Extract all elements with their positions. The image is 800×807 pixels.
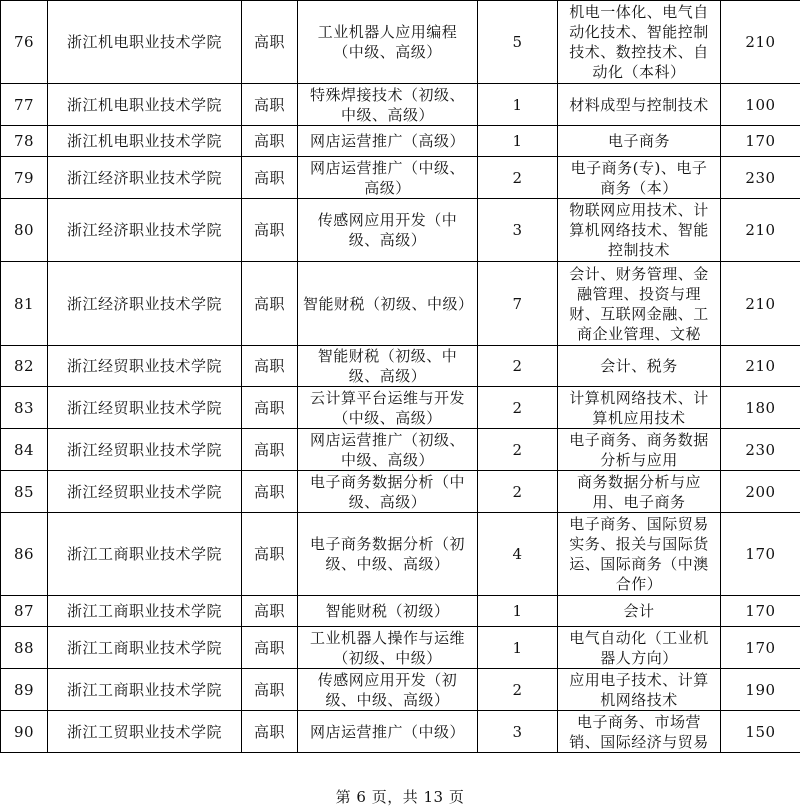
school-level: 高职 <box>242 429 298 471</box>
quota-value: 230 <box>721 157 800 199</box>
row-number: 77 <box>1 84 48 126</box>
major-count: 5 <box>478 1 558 84</box>
school-name: 浙江经济职业技术学院 <box>48 157 242 199</box>
certificate-name: 网店运营推广（中级） <box>298 711 478 753</box>
row-number: 87 <box>1 596 48 627</box>
table-row <box>1 669 800 711</box>
related-majors: 电气自动化（工业机器人方向） <box>558 627 721 669</box>
quota-value: 230 <box>721 429 800 471</box>
school-name: 浙江经济职业技术学院 <box>48 262 242 346</box>
page-number: 第 6 页，共 13 页 <box>0 786 800 807</box>
major-count: 2 <box>478 387 558 429</box>
table-row <box>1 429 800 471</box>
quota-value: 170 <box>721 627 800 669</box>
quota-value: 150 <box>721 711 800 753</box>
school-level: 高职 <box>242 627 298 669</box>
row-number: 82 <box>1 346 48 387</box>
quota-value: 210 <box>721 1 800 84</box>
row-number: 76 <box>1 1 48 84</box>
school-level: 高职 <box>242 513 298 596</box>
school-level: 高职 <box>242 126 298 157</box>
quota-value: 170 <box>721 596 800 627</box>
row-number: 84 <box>1 429 48 471</box>
related-majors: 材料成型与控制技术 <box>558 84 721 126</box>
quota-value: 210 <box>721 199 800 262</box>
school-name: 浙江经贸职业技术学院 <box>48 346 242 387</box>
quota-value: 200 <box>721 471 800 513</box>
certificate-name: 传感网应用开发（中级、高级） <box>298 199 478 262</box>
table-row <box>1 627 800 669</box>
major-count: 1 <box>478 126 558 157</box>
table-row <box>1 84 800 126</box>
school-level: 高职 <box>242 157 298 199</box>
row-number: 78 <box>1 126 48 157</box>
school-name: 浙江经济职业技术学院 <box>48 199 242 262</box>
row-number: 83 <box>1 387 48 429</box>
certificate-name: 电子商务数据分析（初级、中级、高级） <box>298 513 478 596</box>
certificate-name: 电子商务数据分析（中级、高级） <box>298 471 478 513</box>
related-majors: 物联网应用技术、计算机网络技术、智能控制技术 <box>558 199 721 262</box>
row-number: 85 <box>1 471 48 513</box>
table-row <box>1 471 800 513</box>
school-level: 高职 <box>242 1 298 84</box>
major-count: 1 <box>478 84 558 126</box>
major-count: 2 <box>478 346 558 387</box>
table-body <box>1 1 800 753</box>
major-count: 4 <box>478 513 558 596</box>
certificate-name: 特殊焊接技术（初级、中级、高级） <box>298 84 478 126</box>
table-row <box>1 596 800 627</box>
quota-value: 190 <box>721 669 800 711</box>
related-majors: 会计、财务管理、金融管理、投资与理财、互联网金融、工商企业管理、文秘 <box>558 262 721 346</box>
school-level: 高职 <box>242 346 298 387</box>
major-count: 3 <box>478 199 558 262</box>
row-number: 86 <box>1 513 48 596</box>
related-majors: 计算机网络技术、计算机应用技术 <box>558 387 721 429</box>
quota-value: 170 <box>721 126 800 157</box>
major-count: 1 <box>478 627 558 669</box>
table-row <box>1 346 800 387</box>
school-level: 高职 <box>242 387 298 429</box>
school-level: 高职 <box>242 669 298 711</box>
school-name: 浙江机电职业技术学院 <box>48 84 242 126</box>
row-number: 90 <box>1 711 48 753</box>
major-count: 2 <box>478 157 558 199</box>
school-level: 高职 <box>242 471 298 513</box>
certificate-name: 工业机器人操作与运维（初级、中级） <box>298 627 478 669</box>
related-majors: 商务数据分析与应用、电子商务 <box>558 471 721 513</box>
row-number: 81 <box>1 262 48 346</box>
school-name: 浙江经贸职业技术学院 <box>48 387 242 429</box>
school-name: 浙江工商职业技术学院 <box>48 513 242 596</box>
quota-value: 100 <box>721 84 800 126</box>
school-level: 高职 <box>242 596 298 627</box>
row-number: 88 <box>1 627 48 669</box>
related-majors: 电子商务、国际贸易实务、报关与国际货运、国际商务（中澳合作） <box>558 513 721 596</box>
certificate-name: 智能财税（初级） <box>298 596 478 627</box>
quota-value: 210 <box>721 346 800 387</box>
related-majors: 应用电子技术、计算机网络技术 <box>558 669 721 711</box>
row-number: 89 <box>1 669 48 711</box>
table-row <box>1 387 800 429</box>
related-majors: 会计、税务 <box>558 346 721 387</box>
table-row <box>1 126 800 157</box>
certificate-name: 传感网应用开发（初级、中级、高级） <box>298 669 478 711</box>
school-level: 高职 <box>242 711 298 753</box>
row-number: 79 <box>1 157 48 199</box>
certificate-name: 工业机器人应用编程（中级、高级） <box>298 1 478 84</box>
table-row <box>1 513 800 596</box>
major-count: 2 <box>478 471 558 513</box>
quota-value: 180 <box>721 387 800 429</box>
related-majors: 电子商务 <box>558 126 721 157</box>
related-majors: 机电一体化、电气自动化技术、智能控制技术、数控技术、自动化（本科） <box>558 1 721 84</box>
major-count: 2 <box>478 669 558 711</box>
school-name: 浙江经贸职业技术学院 <box>48 471 242 513</box>
school-name: 浙江机电职业技术学院 <box>48 126 242 157</box>
school-name: 浙江经贸职业技术学院 <box>48 429 242 471</box>
related-majors: 电子商务、商务数据分析与应用 <box>558 429 721 471</box>
school-name: 浙江工商职业技术学院 <box>48 627 242 669</box>
certificate-name: 云计算平台运维与开发（中级、高级） <box>298 387 478 429</box>
school-level: 高职 <box>242 199 298 262</box>
quota-value: 210 <box>721 262 800 346</box>
certificate-name: 网店运营推广（高级） <box>298 126 478 157</box>
related-majors: 会计 <box>558 596 721 627</box>
certificate-name: 网店运营推广（初级、中级、高级） <box>298 429 478 471</box>
quota-value: 170 <box>721 513 800 596</box>
school-level: 高职 <box>242 262 298 346</box>
major-count: 3 <box>478 711 558 753</box>
major-count: 1 <box>478 596 558 627</box>
table-row <box>1 711 800 753</box>
row-number: 80 <box>1 199 48 262</box>
school-name: 浙江机电职业技术学院 <box>48 1 242 84</box>
table-row <box>1 157 800 199</box>
table-row <box>1 1 800 84</box>
school-level: 高职 <box>242 84 298 126</box>
major-count: 7 <box>478 262 558 346</box>
school-name: 浙江工商职业技术学院 <box>48 669 242 711</box>
table-row <box>1 199 800 262</box>
school-name: 浙江工贸职业技术学院 <box>48 711 242 753</box>
related-majors: 电子商务、市场营销、国际经济与贸易 <box>558 711 721 753</box>
major-count: 2 <box>478 429 558 471</box>
school-name: 浙江工商职业技术学院 <box>48 596 242 627</box>
certificate-name: 网店运营推广（中级、高级） <box>298 157 478 199</box>
certificate-name: 智能财税（初级、中级、高级） <box>298 346 478 387</box>
certificate-name: 智能财税（初级、中级） <box>298 262 478 346</box>
table-row <box>1 262 800 346</box>
related-majors: 电子商务(专)、电子商务（本） <box>558 157 721 199</box>
